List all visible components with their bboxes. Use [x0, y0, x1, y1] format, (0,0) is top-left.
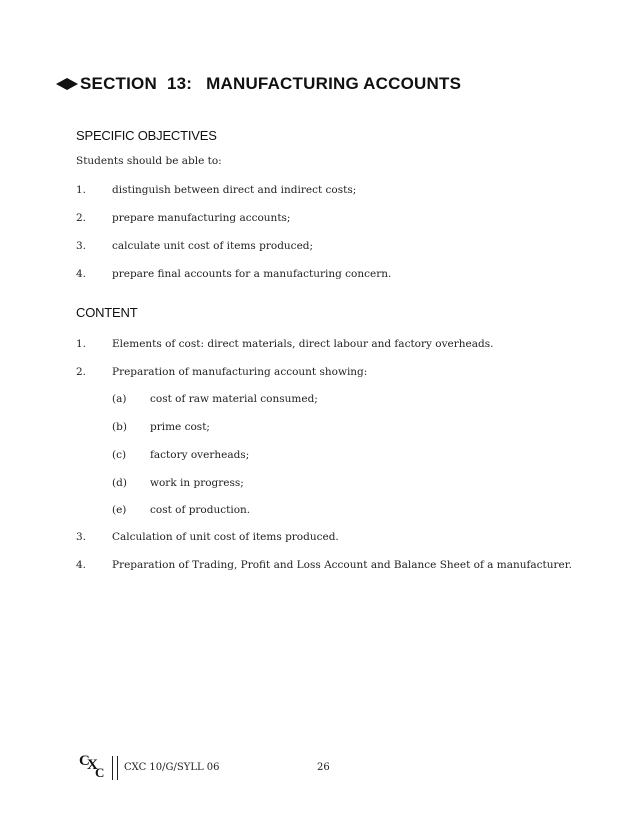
- sub-item-letter: (d): [112, 477, 127, 489]
- sub-item-text: cost of raw material consumed;: [150, 393, 318, 405]
- content-number: 3.: [76, 531, 87, 543]
- svg-text:C: C: [79, 753, 90, 769]
- objective-number: 1.: [76, 184, 87, 196]
- sub-item-text: work in progress;: [150, 477, 244, 489]
- section-number: 13:: [166, 74, 193, 93]
- section-label: SECTION: [80, 74, 157, 93]
- sub-item-letter: (e): [112, 504, 127, 516]
- footer: [78, 750, 378, 780]
- sub-item-text: prime cost;: [150, 421, 210, 433]
- content-text: Elements of cost: direct materials, direct labour and factory overheads.: [112, 338, 494, 350]
- content-text: Preparation of Trading, Profit and Loss Account and Balance Sheet of a manufacturer.: [112, 559, 572, 571]
- objective-text: calculate unit cost of items produced;: [112, 240, 314, 252]
- objectives-heading: SPECIFIC OBJECTIVES: [76, 128, 217, 143]
- svg-text:X: X: [87, 757, 98, 773]
- objective-number: 3.: [76, 240, 87, 252]
- objective-number: 4.: [76, 268, 87, 280]
- footer-divider: [112, 756, 118, 780]
- sub-item-letter: (a): [112, 393, 127, 405]
- sub-item-text: factory overheads;: [150, 449, 250, 461]
- syllabus-code: CXC 10/G/SYLL 06: [124, 762, 220, 773]
- objectives-intro: Students should be able to:: [76, 155, 222, 167]
- svg-text:C: C: [95, 765, 105, 780]
- cxc-logo-icon: [78, 750, 110, 780]
- objective-text: prepare final accounts for a manufacturing concern.: [112, 268, 392, 280]
- content-text: Calculation of unit cost of items produced.: [112, 531, 339, 543]
- section-title: [56, 74, 461, 94]
- content-number: 4.: [76, 559, 87, 571]
- section-name: MANUFACTURING ACCOUNTS: [206, 74, 462, 93]
- sub-item-text: cost of production.: [150, 504, 251, 516]
- objective-number: 2.: [76, 212, 87, 224]
- sub-item-letter: (b): [112, 421, 127, 433]
- objective-text: prepare manufacturing accounts;: [112, 212, 291, 224]
- content-number: 1.: [76, 338, 87, 350]
- content-text: Preparation of manufacturing account showing:: [112, 366, 368, 378]
- objective-text: distinguish between direct and indirect costs;: [112, 184, 357, 196]
- diamond-bullet-icon: [56, 78, 78, 90]
- sub-item-letter: (c): [112, 449, 127, 461]
- content-number: 2.: [76, 366, 87, 378]
- page-number: 26: [317, 762, 330, 773]
- content-heading: CONTENT: [76, 305, 138, 320]
